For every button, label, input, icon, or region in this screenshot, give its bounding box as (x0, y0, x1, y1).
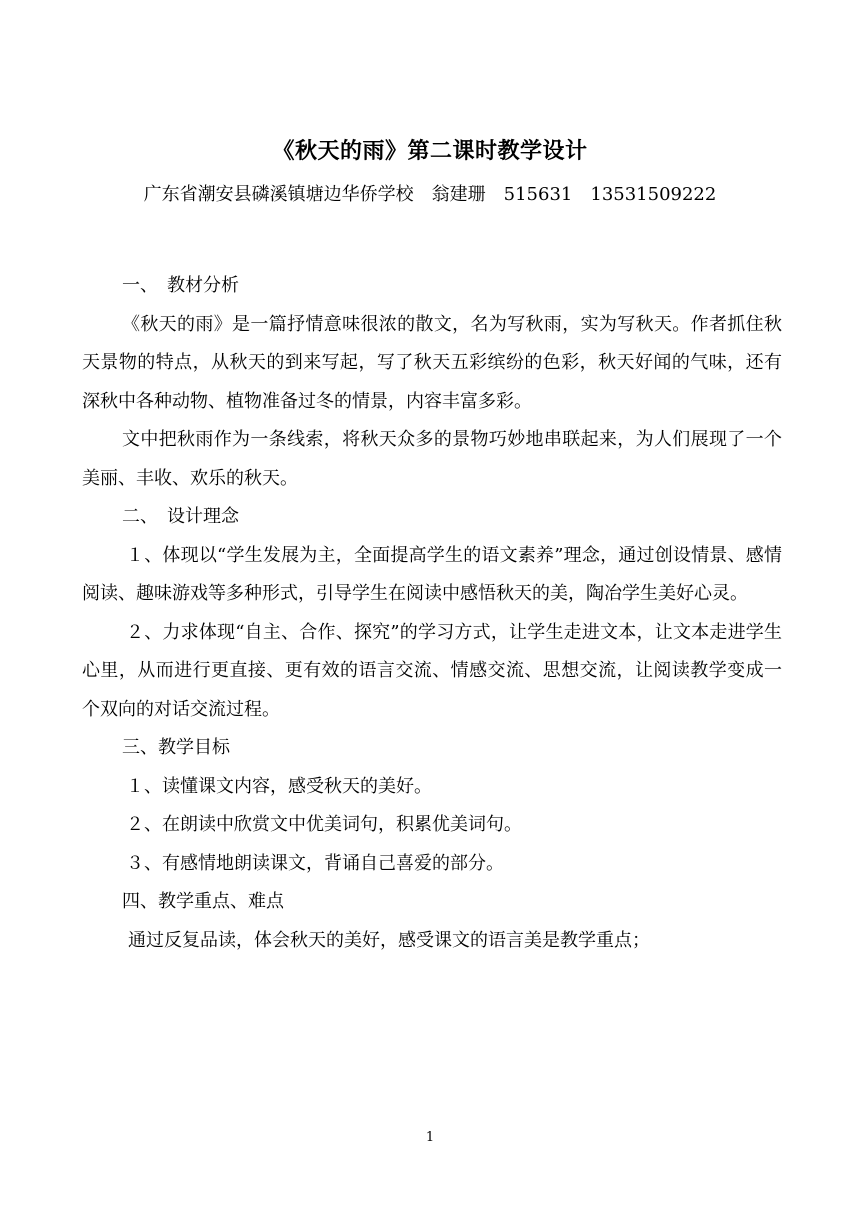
author-line: 广东省潮安县磷溪镇塘边华侨学校 翁建珊 515631 13531509222 (143, 184, 717, 205)
list-item: ３、有感情地朗读课文，背诵自己喜爱的部分。 (126, 852, 504, 874)
page-number: 1 (425, 1130, 435, 1145)
paragraph: 通过反复品读，体会秋天的美好，感受课文的语言美是教学重点； (128, 929, 650, 951)
list-item: １、读懂课文内容，感受秋天的美好。 (126, 775, 432, 797)
paragraph: 文中把秋雨作为一条线索，将秋天众多的景物巧妙地串联起来，为人们展现了一个美丽、丰收、欢乐的秋天。 (82, 429, 782, 489)
list-item: ２、力求体现“自主、合作、探究”的学习方式，让学生走进文本，让文本走进学生心里，从而进行更直接、更有效的语言交流、情感交流、思想交流，让阅读教学变成一个双向的对话交流过程。 (82, 621, 782, 720)
document-title: 《秋天的雨》第二课时教学设计 (272, 138, 588, 164)
section-heading-concept: 二、 设计理念 (122, 506, 239, 527)
list-item: １、体现以“学生发展为主，全面提高学生的语文素养”理念，通过创设情景、感情阅读、趣味游戏等多种形式，引导学生在阅读中感悟秋天的美，陶冶学生美好心灵。 (82, 544, 782, 604)
section-heading-key-points: 四、教学重点、难点 (122, 891, 284, 912)
section-heading-analysis: 一、 教材分析 (122, 275, 239, 296)
document-body (82, 267, 782, 960)
section-heading-goals: 三、教学目标 (122, 737, 230, 758)
paragraph: 《秋天的雨》是一篇抒情意味很浓的散文，名为写秋雨，实为写秋天。作者抓住秋天景物的特点，从秋天的到来写起，写了秋天五彩缤纷的色彩，秋天好闻的气味，还有深秋中各种动物、植物准备过冬的情景，内容丰富多彩。 (82, 313, 782, 412)
list-item: ２、在朗读中欣赏文中优美词句，积累优美词句。 (126, 814, 522, 835)
